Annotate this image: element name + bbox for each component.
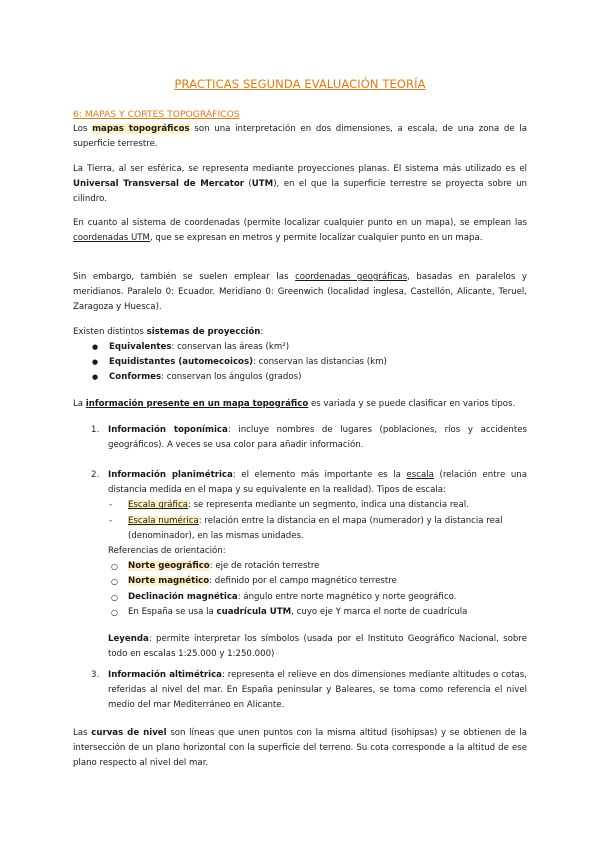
text: , que se expresan en metros y permite localizar cualquier punto en un mapa.: [149, 233, 483, 244]
highlight-term: Norte magnético: [128, 576, 210, 587]
text: : representa el relieve en dos dimensiones mediante altitudes o cotas, referidas al nivel del mar. En España peninsular y Baleares, se toma como referencia el nivel medio del mar Mediterráneo en Alicante.: [108, 670, 527, 711]
section-heading: 6: MAPAS Y CORTES TOPOGRÁFICOS: [73, 109, 240, 120]
list-item: [92, 340, 522, 355]
text: , basadas en paralelos y meridianos. Paralelo 0: Ecuador. Meridiano 0: Greenwich (localidad inglesa, Castellón, Alicante, Teruel, Zaragoza y Huesca).: [73, 272, 527, 313]
text: Las: [73, 728, 92, 738]
bold-term: Equidistantes (automecoicos): [109, 357, 253, 368]
numbered-item-2: [91, 468, 527, 662]
highlight-term: Escala gráfica: [128, 500, 188, 511]
bold-term: Leyenda: [108, 634, 149, 645]
highlight-term: mapas topográficos: [92, 124, 190, 134]
paragraph-geograficas: [73, 270, 527, 316]
paragraph-mapas: [73, 122, 527, 152]
bold-term: sistemas de proyección: [146, 327, 261, 337]
paragraph-coordenadas: [73, 216, 527, 246]
list-item: [109, 498, 527, 513]
numbered-item-3: [91, 668, 527, 714]
paragraph-informacion: [73, 397, 527, 412]
paragraph-proyeccion: [73, 325, 527, 340]
item-number: 1.: [91, 425, 100, 435]
projection-list: [92, 340, 522, 386]
text: :: [260, 327, 264, 337]
text: (: [244, 179, 252, 190]
text: : conservan las áreas (km²): [171, 342, 290, 352]
list-item: [111, 559, 527, 574]
text: : definido por el campo magnético terrestre: [209, 576, 397, 587]
bold-term: Información planimétrica: [108, 470, 233, 480]
text: es variada y se puede clasificar en varios tipos.: [308, 399, 516, 409]
underlined-term: coordenadas geográficas: [295, 272, 408, 282]
item-number: 2.: [91, 470, 100, 480]
text: son líneas que unen puntos con la misma altitud (isohipsas) y se obtienen de la intersección de un plano horizontal con la superficie del terreno. Su cota corresponde a la altitud de ese plano respecto al nivel del mar.: [73, 728, 528, 769]
bold-term: curvas de nivel: [91, 728, 167, 738]
bold-term: cuadrícula UTM: [216, 606, 292, 617]
text: : relación entre la distancia en el mapa (numerador) y la distancia real (denominador), en las mismas unidades.: [128, 515, 503, 541]
bold-term: UTM: [251, 179, 274, 190]
list-item: [92, 355, 522, 370]
paragraph-utm: [73, 162, 527, 208]
list-item: [111, 605, 527, 620]
text: En España se usa la: [128, 606, 217, 617]
bold-term: Información toponímica: [108, 425, 228, 435]
text: En cuanto al sistema de coordenadas (permite localizar cualquier punto en un mapa), se emplean las: [73, 218, 527, 228]
bold-term: Información altimétrica: [108, 670, 222, 680]
text: : conservan los ángulos (grados): [161, 372, 302, 383]
underlined-term: escala: [406, 470, 434, 480]
bold-term: Universal Transversal de Mercator: [73, 179, 245, 190]
list-item: [111, 590, 527, 605]
text: Sin embargo, también se suelen emplear las: [73, 272, 296, 282]
item-number: 3.: [91, 670, 100, 680]
text: : se representa mediante un segmento, indica una distancia real.: [187, 500, 469, 511]
item-body: [108, 468, 527, 498]
item-body: [108, 423, 527, 453]
text: : ángulo entre norte magnético y norte geográfico.: [237, 591, 457, 602]
bold-term: Declinación magnética: [128, 591, 238, 602]
text: ), en el que la superficie terrestre se proyecta sobre un cilindro.: [73, 179, 527, 205]
scale-list: [91, 498, 527, 544]
bold-term: Conformes: [109, 372, 162, 383]
orientation-label: Referencias de orientación:: [108, 546, 226, 557]
text: La Tierra, al ser esférica, se representa mediante proyecciones planas. El sistema más utilizado es el: [73, 164, 527, 174]
text: Los: [73, 124, 93, 134]
highlight-term: Escala numérica: [128, 515, 199, 526]
legend-paragraph: [108, 632, 527, 662]
text: : incluye nombres de lugares (poblaciones, ríos y accidentes geográficos). A veces se usa color para añadir información.: [108, 425, 528, 451]
underlined-term: coordenadas UTM: [73, 233, 150, 244]
highlight-term: Norte geográfico: [128, 561, 210, 572]
text: La: [73, 399, 86, 409]
list-item: [111, 574, 527, 589]
text: : el elemento más importante es la: [232, 470, 407, 480]
orientation-list: [91, 559, 527, 620]
list-item: [109, 514, 527, 544]
list-item: [92, 370, 522, 385]
text: : eje de rotación terrestre: [209, 561, 320, 572]
item-body: [108, 668, 527, 714]
numbered-item-1: [91, 423, 527, 453]
underlined-bold-term: información presente en un mapa topográfico: [85, 399, 309, 409]
text: : permite interpretar los símbolos (usada por el Instituto Geográfico Nacional, sobre todo en escalas 1:25.000 y 1:250.000): [108, 634, 527, 660]
bold-term: Equivalentes: [109, 342, 172, 352]
page-title: PRACTICAS SEGUNDA EVALUACIÓN TEORÍA: [174, 77, 426, 91]
text: (relación entre una distancia medida en el mapa y su equivalente en la realidad). Tipos de escala:: [108, 470, 528, 496]
text: : conservan las distancias (km): [253, 357, 387, 368]
paragraph-curvas: [73, 726, 527, 772]
text: Existen distintos: [73, 327, 147, 337]
text: son una interpretación en dos dimensiones, a escala, de una zona de la superficie terrestre.: [73, 124, 527, 150]
text: , cuyo eje Y marca el norte de cuadrícula: [291, 606, 468, 617]
